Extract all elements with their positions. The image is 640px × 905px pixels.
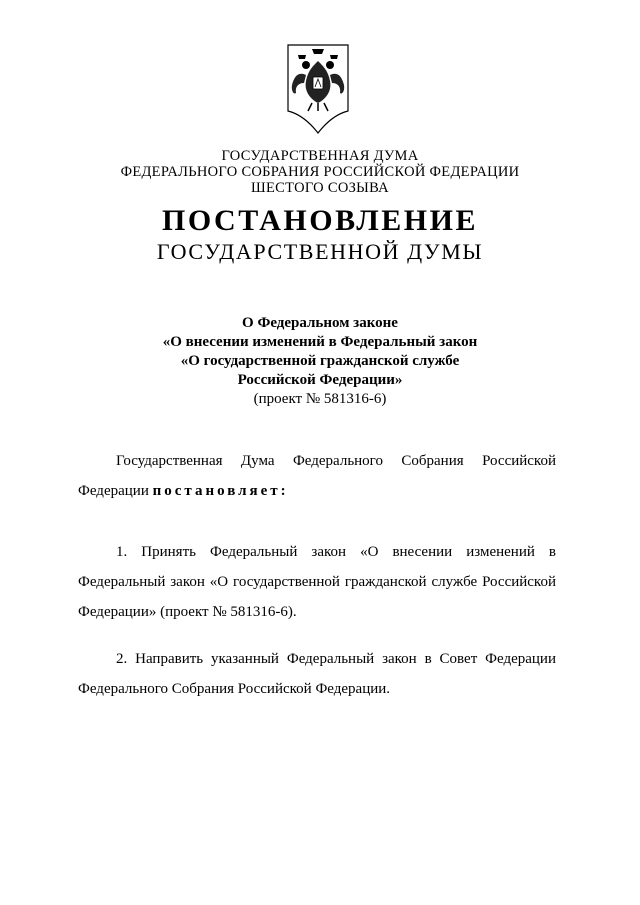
preamble-line-1: Государственная Дума Федерального Собрания Российской bbox=[116, 453, 556, 469]
document-type-title: ПОСТАНОВЛЕНИЕ bbox=[162, 204, 478, 237]
item-2-line-2: Федерального Собрания Российской Федерации. bbox=[78, 681, 391, 697]
subject-line-4: Российской Федерации» bbox=[237, 372, 403, 388]
issuing-body-header bbox=[0, 148, 640, 196]
item-1-line-1: 1. Принять Федеральный закон «О внесении изменений в bbox=[116, 544, 556, 560]
document-issuer-title: ГОСУДАРСТВЕННОЙ ДУМЫ bbox=[156, 239, 484, 264]
header-line-2: ФЕДЕРАЛЬНОГО СОБРАНИЯ РОССИЙСКОЙ ФЕДЕРАЦИИ bbox=[120, 164, 520, 180]
item-2-line-1: 2. Направить указанный Федеральный закон в Совет Федерации bbox=[116, 651, 556, 667]
subject-line-1: О Федеральном законе bbox=[242, 315, 398, 331]
item-1-line-2: Федеральный закон «О государственной гражданской службе Российской bbox=[78, 574, 556, 590]
coat-of-arms-icon bbox=[282, 41, 354, 135]
item-2-paragraph bbox=[78, 644, 556, 704]
preamble-line-2 bbox=[78, 476, 556, 506]
subject-line-3: «О государственной гражданской службе bbox=[180, 353, 460, 369]
header-line-1: ГОСУДАРСТВЕННАЯ ДУМА bbox=[221, 148, 419, 164]
header-line-3: ШЕСТОГО СОЗЫВА bbox=[251, 180, 389, 196]
resolves-verb: постановляет: bbox=[152, 483, 289, 499]
preamble-paragraph bbox=[78, 446, 556, 506]
item-1-paragraph bbox=[78, 537, 556, 627]
subject-line-2: «О внесении изменений в Федеральный закон bbox=[162, 334, 478, 350]
project-number: (проект № 581316-6) bbox=[253, 391, 387, 407]
item-1-line-3: Федерации» (проект № 581316-6). bbox=[78, 604, 297, 620]
document-subject bbox=[0, 314, 640, 409]
preamble-prefix: Федерации bbox=[78, 483, 153, 499]
